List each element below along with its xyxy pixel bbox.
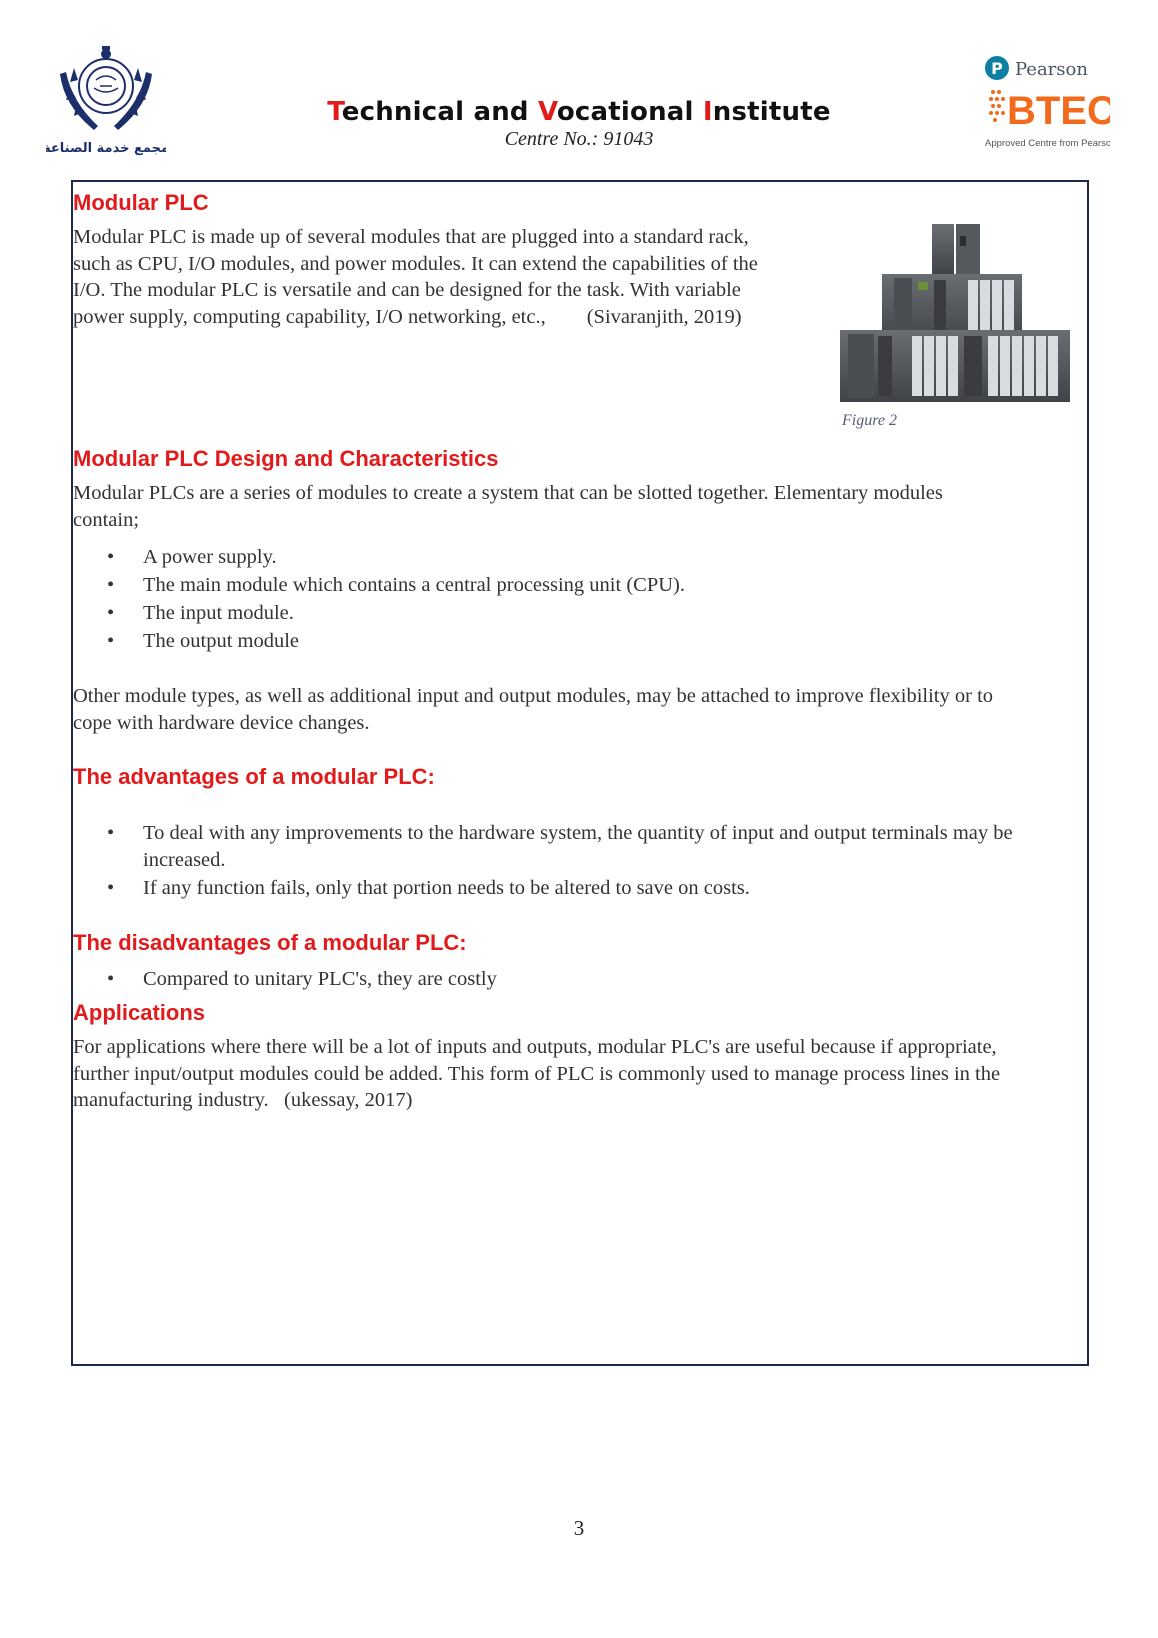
- text-line: Other module types, as well as additional input and output modules, may be attached to improve flexibility or to: [73, 685, 994, 707]
- list-item: • The main module which contains a central processing unit (CPU).: [73, 572, 685, 599]
- pearson-brand-text: Pearson: [1015, 59, 1088, 80]
- svg-text:P: P: [991, 59, 1003, 78]
- text-line: I/O. The modular PLC is versatile and can be designed for the task. With variable: [73, 279, 741, 301]
- disadvantages-list: [73, 966, 497, 993]
- heading-applications: Applications: [73, 1000, 206, 1025]
- text-line: Modular PLC is made up of several modules that are plugged into a standard rack,: [73, 226, 749, 248]
- btec-mark-text: BTEC: [1007, 89, 1110, 133]
- text-line: contain;: [73, 508, 140, 531]
- list-item: • If any function fails, only that portion needs to be altered to save on costs.: [73, 875, 1013, 902]
- text-line: such as CPU, I/O modules, and power modules. It can extend the capabilities of the: [73, 252, 758, 275]
- title-part: ocational: [556, 97, 703, 127]
- applications-paragraph: [73, 1034, 1000, 1114]
- module-list: [73, 544, 685, 655]
- title-part: V: [537, 97, 557, 127]
- title-part: T: [327, 97, 342, 127]
- design-outro-paragraph: [73, 683, 993, 736]
- text-line: For applications where there will be a lot of inputs and outputs, modular PLC's are useful because if appropriate,: [73, 1036, 997, 1058]
- figure-caption: Figure 2: [842, 412, 897, 429]
- text-line: Modular PLCs are a series of modules to create a system that can be slotted together. Elementary modules: [73, 482, 943, 504]
- page-number: 3: [573, 1516, 585, 1540]
- design-intro-paragraph: [73, 480, 943, 533]
- text-line: power supply, computing capability, I/O networking, etc., (Sivaranjith, 2019): [73, 305, 742, 328]
- heading-advantages: The advantages of a modular PLC:: [73, 764, 435, 789]
- pearson-btec-logo: [985, 54, 1110, 154]
- emblem-arabic-text: مجمع خدمة الصناعة: [46, 141, 166, 156]
- modular-plc-figure-image: [838, 222, 1074, 404]
- list-item: • Compared to unitary PLC's, they are costly: [73, 966, 497, 993]
- text-line: increased.: [143, 848, 226, 871]
- centre-number: Centre No.: 91043: [504, 128, 654, 150]
- heading-design-characteristics: Modular PLC Design and Characteristics: [73, 446, 499, 471]
- title-part: echnical and: [341, 97, 538, 127]
- list-item: • The input module.: [73, 600, 685, 627]
- heading-disadvantages: The disadvantages of a modular PLC:: [73, 930, 467, 955]
- text-line: further input/output modules could be added. This form of PLC is commonly used to manage process lines in the: [73, 1062, 1001, 1085]
- modular-plc-paragraph: [73, 224, 758, 330]
- title-part: I: [702, 97, 713, 127]
- text-line: cope with hardware device changes.: [73, 711, 370, 734]
- text-line: • To deal with any improvements to the hardware system, the quantity of input and output terminals may be: [143, 822, 1013, 844]
- advantages-list: [73, 820, 1013, 901]
- title-part: nstitute: [712, 97, 831, 127]
- text-line: manufacturing industry. (ukessay, 2017): [73, 1089, 413, 1111]
- list-item: [73, 820, 1013, 873]
- heading-modular-plc: Modular PLC: [73, 190, 209, 215]
- list-item: • A power supply.: [73, 544, 685, 571]
- list-item: • The output module: [73, 628, 685, 655]
- btec-tagline-text: Approved Centre from Pearson: [985, 138, 1110, 149]
